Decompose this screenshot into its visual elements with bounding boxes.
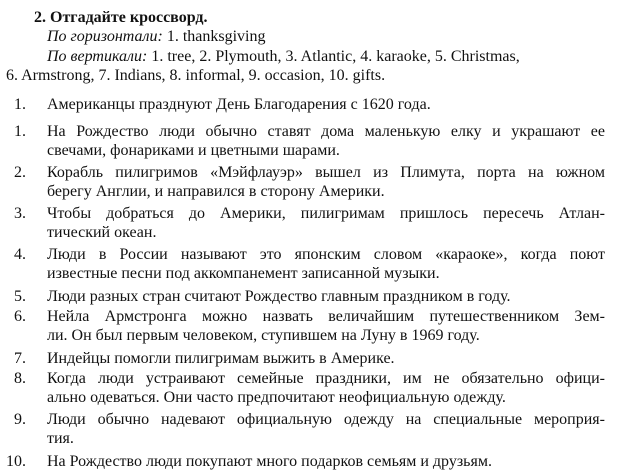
item-text: [47, 204, 605, 242]
item-text: [47, 163, 605, 201]
item-number: 9.: [14, 411, 26, 428]
item-number: 7.: [14, 350, 26, 367]
item-line: На Рождество люди покупают много подарков семьям и друзьям.: [47, 453, 492, 470]
horizontal-label: По горизонтали:: [47, 28, 163, 45]
item-text: [47, 287, 605, 306]
item-number: 8.: [14, 370, 26, 387]
item-line: свечами, фонариками и цветными шарами.: [47, 142, 340, 159]
item-line: тия.: [47, 430, 74, 447]
item-text: [47, 122, 605, 160]
item-text: [47, 452, 605, 471]
item-number: 2.: [14, 164, 26, 181]
item-line: берегу Англии, и направился в сторону Америки.: [47, 183, 385, 200]
item-line: Нейла Армстронга можно назвать величайшим путешественником Зем-: [47, 308, 605, 325]
item-line: ли. Он был первым человеком, ступившем на Луну в 1969 году.: [47, 327, 480, 344]
item-number: 1.: [14, 96, 26, 113]
item-number: 10.: [6, 453, 26, 470]
item-number: 6.: [14, 308, 26, 325]
item-text: [47, 307, 605, 345]
item-line: Когда люди устраивают семейные праздники, им не обязательно офици-: [47, 370, 605, 387]
item-line: Люди обычно надевают официальную одежду на специальные мероприя-: [47, 411, 605, 428]
task-heading: 2. Отгадайте кроссворд.: [34, 9, 208, 26]
vertical-answers-1: 1. tree, 2. Plymouth, 3. Atlantic, 4. karaoke, 5. Christmas,: [147, 48, 520, 65]
item-line: Люди разных стран считают Рождество главным праздником в году.: [47, 288, 511, 305]
item-line: Корабль пилигримов «Мэйфлауэр» вышел из Плимута, порта на южном: [47, 164, 605, 181]
item-line: Люди в России называют это японским словом «караоке», когда поют: [47, 246, 605, 263]
item-text: [47, 349, 605, 368]
item-line: Чтобы добраться до Америки, пилигримам пришлось пересечь Атлан-: [47, 205, 605, 222]
item-line: известные песни под аккомпанемент записанной музыки.: [47, 265, 440, 282]
vertical-answers-2: 6. Armstrong, 7. Indians, 8. informal, 9. occasion, 10. gifts.: [6, 67, 386, 84]
item-number: 5.: [14, 288, 26, 305]
item-number: 4.: [14, 246, 26, 263]
item-number: 3.: [14, 205, 26, 222]
item-number: 1.: [14, 123, 26, 140]
item-text: [47, 95, 605, 114]
item-line: ально одеваться. Они часто предпочитают неофициальную одежду.: [47, 389, 506, 406]
horizontal-answers: 1. thanksgiving: [162, 28, 266, 45]
item-line: Американцы празднуют День Благодарения с 1620 года.: [47, 96, 431, 113]
item-line: тический океан.: [47, 224, 157, 241]
item-text: [47, 369, 605, 407]
horizontal-answers-line: [47, 27, 266, 46]
item-text: [47, 410, 605, 448]
vertical-answers-line: [47, 47, 520, 66]
item-line: На Рождество люди обычно ставят дома маленькую елку и украшают ее: [47, 123, 605, 140]
item-line: Индейцы помогли пилигримам выжить в Америке.: [47, 350, 395, 367]
vertical-label: По вертикали:: [47, 48, 148, 65]
item-text: [47, 245, 605, 283]
